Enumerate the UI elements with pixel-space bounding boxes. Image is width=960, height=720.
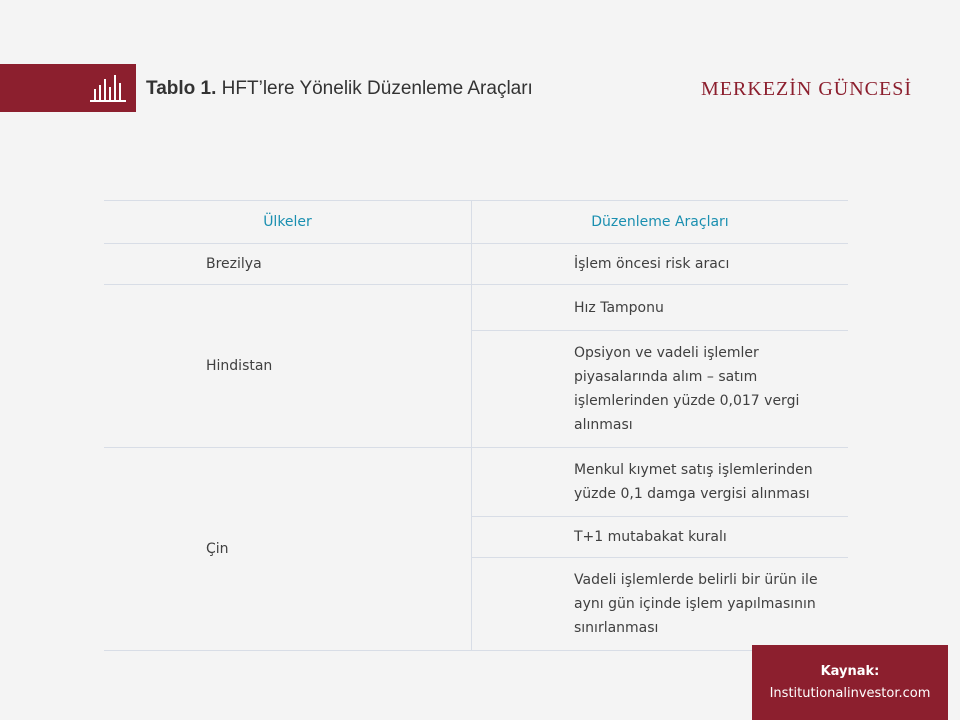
country-cell: Brezilya [104, 244, 472, 285]
page-title [146, 78, 533, 100]
tool-cell: Opsiyon ve vadeli işlemler piyasalarında alım – satım işlemlerinden yüzde 0,017 vergi alınması [472, 331, 849, 448]
title-text: HFT’lere Yönelik Düzenleme Araçları [221, 78, 533, 99]
column-header-countries: Ülkeler [104, 201, 472, 244]
table-row [104, 244, 848, 285]
brand-logo-text: MERKEZİN GÜNCESİ [701, 78, 912, 100]
tool-cell: T+1 mutabakat kuralı [472, 517, 849, 558]
column-header-tools: Düzenleme Araçları [472, 201, 849, 244]
tool-cell: Vadeli işlemlerde belirli bir ürün ile aynı gün içinde işlem yapılmasının sınırlanması [472, 558, 849, 651]
country-cell: Çin [104, 448, 472, 651]
bar-chart-icon [88, 73, 128, 103]
tool-cell: Menkul kıymet satış işlemlerinden yüzde 0,1 damga vergisi alınması [472, 448, 849, 517]
country-cell: Hindistan [104, 285, 472, 448]
regulation-tools-table [104, 200, 848, 651]
table-row [104, 448, 848, 517]
source-value: Institutionalinvestor.com [769, 685, 931, 701]
tool-cell: Hız Tamponu [472, 285, 849, 331]
table-header-row [104, 201, 848, 244]
header-accent-bar [0, 64, 136, 112]
source-box [752, 645, 948, 720]
tool-cell: İşlem öncesi risk aracı [472, 244, 849, 285]
title-lead: Tablo 1. [146, 78, 217, 99]
table-row [104, 285, 848, 331]
source-label: Kaynak: [820, 663, 880, 679]
